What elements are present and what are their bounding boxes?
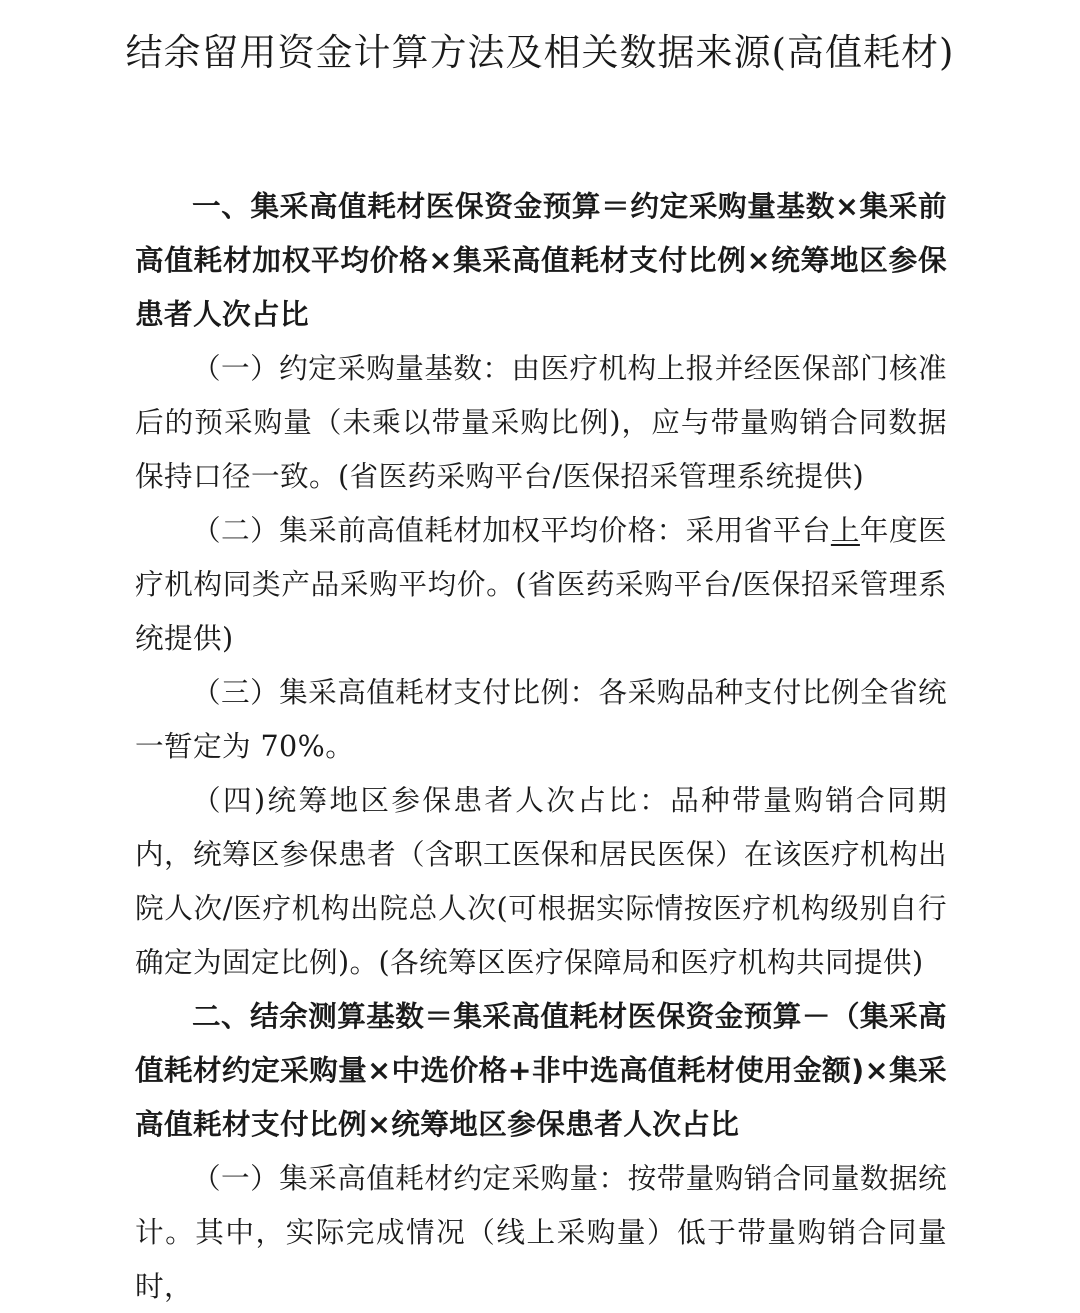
section1-item2-underlined-text: 上 — [830, 513, 860, 547]
section1-heading: 一、集采高值耗材医保资金预算＝约定采购量基数×集采前高值耗材加权平均价格×集采高值耗材支付比例×统筹地区参保患者人次占比 — [135, 189, 947, 331]
document-title: 结余留用资金计算方法及相关数据来源(高值耗材) — [125, 31, 955, 74]
section1-item2-text-after: 年度医疗机构同类产品采购平均价。(省医药采购平台/医保招采管理系统提供) — [135, 513, 947, 655]
section2-heading: 二、结余测算基数＝集采高值耗材医保资金预算－（集采高值耗材约定采购量×中选价格+非中选高值耗材使用金额)×集采高值耗材支付比例×统筹地区参保患者人次占比 — [135, 999, 947, 1141]
section1-item3: （三）集采高值耗材支付比例：各采购品种支付比例全省统一暂定为 70%。 — [135, 675, 947, 763]
section1-item2 — [135, 503, 947, 665]
document-body — [135, 179, 947, 1313]
section1-item1: （一）约定采购量基数：由医疗机构上报并经医保部门核准后的预采购量（未乘以带量采购比例)，应与带量购销合同数据保持口径一致。(省医药采购平台/医保招采管理系统提供) — [135, 351, 947, 493]
section1-item2-text-before: （二）集采前高值耗材加权平均价格：采用省平台 — [192, 513, 831, 547]
section1-item4: （四)统筹地区参保患者人次占比：品种带量购销合同期内，统筹区参保患者（含职工医保和居民医保）在该医疗机构出院人次/医疗机构出院总人次(可根据实际情按医疗机构级别自行确定为固定比例)。(各统筹区医疗保障局和医疗机构共同提供) — [135, 783, 947, 979]
section2-item1: （一）集采高值耗材约定采购量：按带量购销合同量数据统计。其中，实际完成情况（线上采购量）低于带量购销合同量时， — [135, 1161, 947, 1303]
